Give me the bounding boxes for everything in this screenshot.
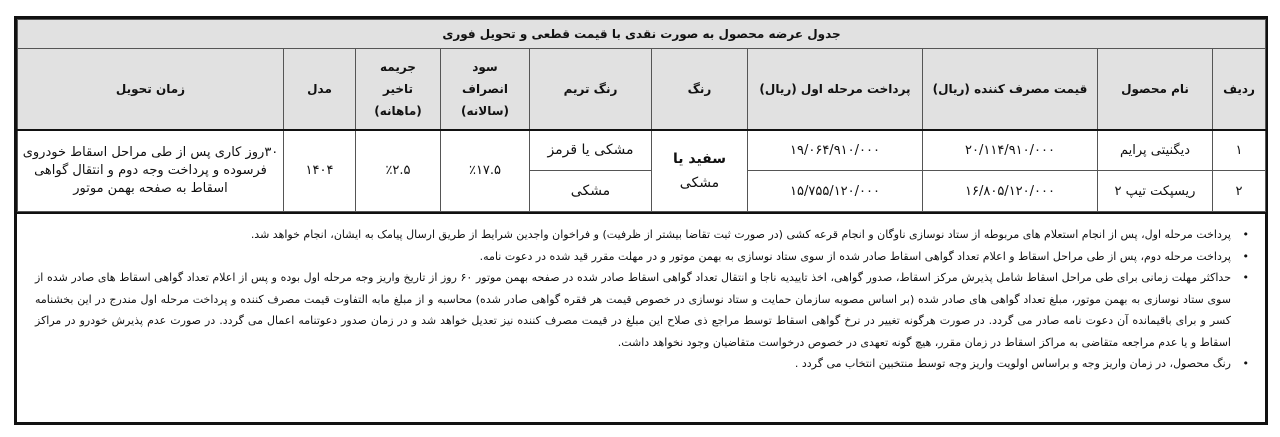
header-delay-penalty-line1: جریمه xyxy=(380,59,416,74)
header-first-payment: پرداخت مرحله اول (ریال) xyxy=(748,49,923,130)
cell-product-name: دیگنیتی پرایم xyxy=(1098,130,1213,171)
cell-row-number: ۲ xyxy=(1213,171,1266,212)
note-text: پرداخت مرحله دوم، پس از طی مراحل اسقاط و اعلام تعداد گواهی اسقاط صادر شده از سوی ستاد نوسازی به بهمن موتور و در مهلت مقرر قید شده در دعوت نامه. xyxy=(479,249,1231,263)
cell-row-number: ۱ xyxy=(1213,130,1266,171)
cell-product-name: ریسپکت تیپ ۲ xyxy=(1098,171,1213,212)
header-row-number: ردیف xyxy=(1213,49,1266,130)
cell-trim-color: مشکی یا قرمز xyxy=(530,130,652,171)
note-item xyxy=(35,353,1253,375)
header-color: رنگ xyxy=(652,49,748,130)
cell-delivery-time: ۳۰روز کاری پس از طی مراحل اسقاط خودروی فرسوده و پرداخت وجه دوم و انتقال گواهی اسقاط به صفحه بهمن موتور xyxy=(18,130,284,212)
cell-trim-color: مشکی xyxy=(530,171,652,212)
note-text: رنگ محصول، در زمان واریز وجه و براساس اولویت واریز وجه توسط منتخبین انتخاب می گردد . xyxy=(794,357,1231,370)
cell-consumer-price: ۱۶/۸۰۵/۱۲۰/۰۰۰ xyxy=(923,171,1098,212)
note-text: حداکثر مهلت زمانی برای طی مراحل اسقاط شامل پذیرش مرکز اسقاط، صدور گواهی، اخذ تاییدیه ناجا و انتقال تعداد گواهی اسقاط صادر شده در صفحه بهمن موتور ۶۰ روز از تاریخ واریز وجه مرحله اول بوده و پس از اعلام تعداد گواهی اسقاط های صادر شده از سوی ستاد نوسازی به بهمن موتور، مبلغ تعداد گواهی های صادر شده (بر اساس مصوبه سازمان حمایت و ستاد نوسازی در خصوص قیمت هر فقره گواهی صادر شده) محاسبه و از مبلغ مابه التفاوت قیمت مصرف کننده و پرداخت مرحله اول مندرج در این بخشنامه کسر و برای باقیمانده آن دعوت نامه صادر می گردد. در صورت هرگونه تغییر در نرخ گواهی اسقاط توسط مراجع ذی صلاح این مبلغ در قیمت مصرف کننده نیز تعدیل خواهد شد و در زمان صدور دعوتنامه اعمال می گردد. در صورت عدم پذیرش خودرو در مراکز اسقاط و یا عدم مراجعه متقاضی به مراکز اسقاط در زمان مقرر، هیچ گونه تعهدی در خصوص درخواست متقاضیان وجود نخواهد داشت. xyxy=(35,271,1231,349)
cell-color xyxy=(652,130,748,212)
header-consumer-price: قیمت مصرف کننده (ریال) xyxy=(923,49,1098,130)
header-cancellation-interest-line2: انصراف xyxy=(462,81,508,96)
header-cancellation-interest xyxy=(441,49,530,130)
notes-section xyxy=(17,212,1265,422)
header-model: مدل xyxy=(284,49,356,130)
cell-model: ۱۴۰۴ xyxy=(284,130,356,212)
notes-list xyxy=(35,224,1253,375)
header-delay-penalty xyxy=(356,49,441,130)
table-row xyxy=(18,130,1266,171)
bullet-icon: • xyxy=(1242,249,1249,263)
cell-cancellation-interest: ٪۱۷.۵ xyxy=(441,130,530,212)
header-product-name: نام محصول xyxy=(1098,49,1213,130)
note-item xyxy=(35,246,1253,268)
header-delay-penalty-line2: تاخیر xyxy=(382,81,414,96)
table-title: جدول عرضه محصول به صورت نقدی با قیمت قطعی و تحویل فوری xyxy=(18,20,1266,49)
product-offer-table xyxy=(17,19,1266,212)
bullet-icon: • xyxy=(1242,271,1249,284)
header-cancellation-interest-line3: (سالانه) xyxy=(461,103,509,118)
table-header-row xyxy=(18,49,1266,130)
bullet-icon: • xyxy=(1242,228,1249,241)
note-item xyxy=(35,267,1253,353)
header-cancellation-interest-line1: سود xyxy=(472,59,498,74)
note-item xyxy=(35,224,1253,246)
note-text: پرداخت مرحله اول، پس از انجام استعلام های مربوطه از ستاد نوسازی ناوگان و انجام قرعه کشی (در صورت ثبت تقاضا بیشتر از ظرفیت) و فراخوان واجدین شرایط از طریق ارسال پیامک به ایشان، انجام خواهد شد. xyxy=(250,228,1231,241)
header-delay-penalty-line3: (ماهانه) xyxy=(374,103,422,118)
cell-consumer-price: ۲۰/۱۱۴/۹۱۰/۰۰۰ xyxy=(923,130,1098,171)
cell-color-line2: مشکی xyxy=(679,174,720,191)
table-title-row xyxy=(18,20,1266,49)
cell-delay-penalty: ٪۲.۵ xyxy=(356,130,441,212)
product-offer-document xyxy=(14,16,1268,425)
cell-first-payment: ۱۵/۷۵۵/۱۲۰/۰۰۰ xyxy=(748,171,923,212)
cell-first-payment: ۱۹/۰۶۴/۹۱۰/۰۰۰ xyxy=(748,130,923,171)
header-trim-color: رنگ تریم xyxy=(530,49,652,130)
header-delivery-time: زمان تحویل xyxy=(18,49,284,130)
bullet-icon: • xyxy=(1242,357,1249,370)
cell-color-line1: سفید یا xyxy=(672,150,727,167)
